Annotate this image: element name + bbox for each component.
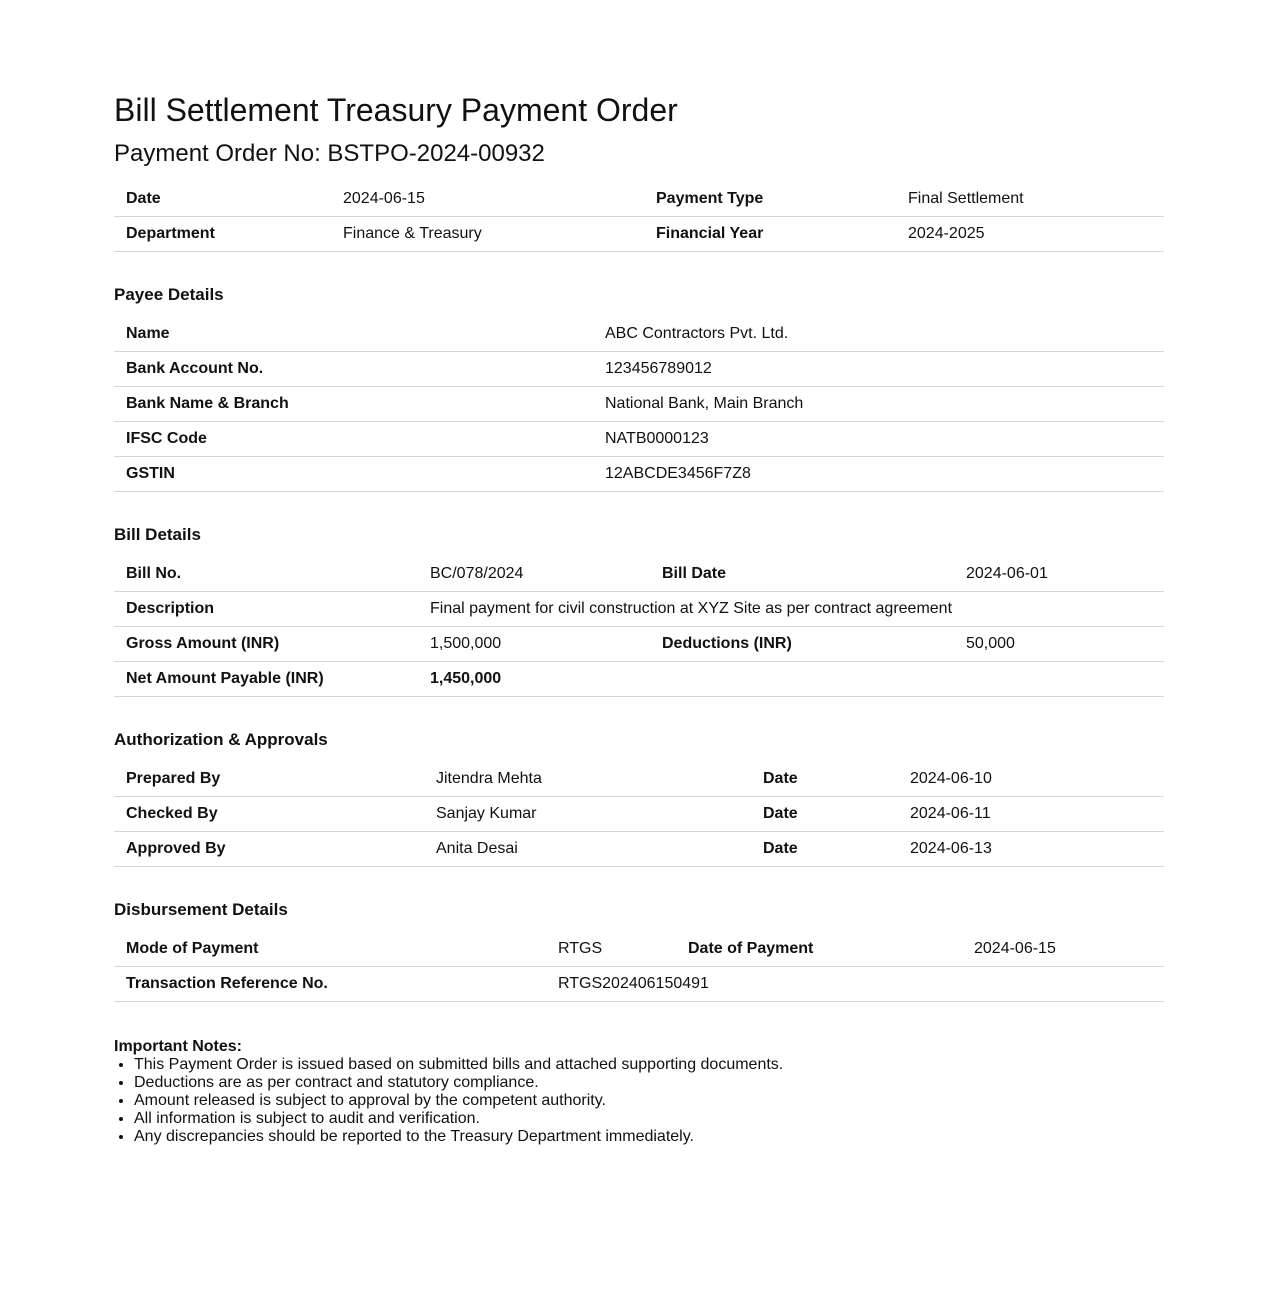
- bill-date-label: Bill Date: [650, 557, 954, 592]
- table-row: [114, 557, 1164, 592]
- gross-amount-value: 1,500,000: [418, 627, 650, 662]
- table-row: [114, 762, 1164, 797]
- empty-cell: [954, 662, 1164, 697]
- approval-date-value: 2024-06-10: [898, 762, 1164, 797]
- payment-date-value: 2024-06-15: [962, 932, 1164, 967]
- payee-label: Bank Account No.: [114, 352, 593, 387]
- department-value: Finance & Treasury: [331, 217, 644, 252]
- approvals-section-title: Authorization & Approvals: [114, 730, 328, 749]
- financial-year-value: 2024-2025: [896, 217, 1164, 252]
- approval-role-label: Checked By: [114, 797, 424, 832]
- table-row: [114, 317, 1164, 352]
- transaction-ref-label: Transaction Reference No.: [114, 967, 546, 1002]
- payee-label: GSTIN: [114, 457, 593, 492]
- deductions-label: Deductions (INR): [650, 627, 954, 662]
- net-amount-value: 1,450,000: [418, 662, 650, 697]
- approval-date-value: 2024-06-13: [898, 832, 1164, 867]
- approval-date-value: 2024-06-11: [898, 797, 1164, 832]
- payee-value: 12ABCDE3456F7Z8: [593, 457, 1164, 492]
- list-item: • Amount released is subject to approval by the competent authority.: [134, 1092, 1164, 1110]
- table-row: [114, 627, 1164, 662]
- table-row: [114, 352, 1164, 387]
- payee-label: Name: [114, 317, 593, 352]
- payment-type-value: Final Settlement: [896, 182, 1164, 217]
- payment-mode-label: Mode of Payment: [114, 932, 546, 967]
- table-row: [114, 217, 1164, 252]
- table-row: [114, 387, 1164, 422]
- important-notes: [114, 1038, 1164, 1146]
- net-amount-label: Net Amount Payable (INR): [114, 662, 418, 697]
- approval-date-label: Date: [751, 797, 898, 832]
- notes-list: [114, 1056, 1164, 1146]
- deductions-value: 50,000: [954, 627, 1164, 662]
- bill-no-label: Bill No.: [114, 557, 418, 592]
- payment-date-label: Date of Payment: [676, 932, 962, 967]
- list-item: • This Payment Order is issued based on submitted bills and attached supporting documents.: [134, 1056, 1164, 1074]
- payment-type-label: Payment Type: [644, 182, 896, 217]
- document-title: Bill Settlement Treasury Payment Order: [114, 92, 678, 128]
- date-value: 2024-06-15: [331, 182, 644, 217]
- disbursement-table: [114, 932, 1164, 1002]
- description-label: Description: [114, 592, 418, 627]
- table-row: [114, 967, 1164, 1002]
- table-row: [114, 832, 1164, 867]
- bill-date-value: 2024-06-01: [954, 557, 1164, 592]
- date-label: Date: [114, 182, 331, 217]
- approver-name: Anita Desai: [424, 832, 751, 867]
- approvals-table: [114, 762, 1164, 867]
- bill-section-title: Bill Details: [114, 525, 201, 544]
- list-item: • Deductions are as per contract and statutory compliance.: [134, 1074, 1164, 1092]
- empty-cell: [650, 662, 954, 697]
- payee-value: NATB0000123: [593, 422, 1164, 457]
- approval-role-label: Prepared By: [114, 762, 424, 797]
- bill-table: [114, 557, 1164, 697]
- table-row: [114, 457, 1164, 492]
- payment-order-number: Payment Order No: BSTPO-2024-00932: [114, 140, 545, 167]
- table-row: [114, 797, 1164, 832]
- description-value: Final payment for civil construction at XYZ Site as per contract agreement: [418, 592, 1164, 627]
- approval-date-label: Date: [751, 832, 898, 867]
- approval-role-label: Approved By: [114, 832, 424, 867]
- approver-name: Sanjay Kumar: [424, 797, 751, 832]
- list-item: • Any discrepancies should be reported to the Treasury Department immediately.: [134, 1128, 1164, 1146]
- table-row: [114, 422, 1164, 457]
- payee-value: National Bank, Main Branch: [593, 387, 1164, 422]
- notes-title: Important Notes:: [114, 1038, 242, 1055]
- department-label: Department: [114, 217, 331, 252]
- bill-no-value: BC/078/2024: [418, 557, 650, 592]
- payee-value: 123456789012: [593, 352, 1164, 387]
- table-row: [114, 932, 1164, 967]
- payment-mode-value: RTGS: [546, 932, 676, 967]
- financial-year-label: Financial Year: [644, 217, 896, 252]
- payee-label: IFSC Code: [114, 422, 593, 457]
- header-info-table: [114, 182, 1164, 252]
- disbursement-section-title: Disbursement Details: [114, 900, 288, 919]
- payee-value: ABC Contractors Pvt. Ltd.: [593, 317, 1164, 352]
- payee-label: Bank Name & Branch: [114, 387, 593, 422]
- payee-section-title: Payee Details: [114, 285, 224, 304]
- table-row: [114, 662, 1164, 697]
- approver-name: Jitendra Mehta: [424, 762, 751, 797]
- transaction-ref-value: RTGS202406150491: [546, 967, 1164, 1002]
- list-item: • All information is subject to audit and verification.: [134, 1110, 1164, 1128]
- gross-amount-label: Gross Amount (INR): [114, 627, 418, 662]
- payee-table: [114, 317, 1164, 492]
- table-row: [114, 182, 1164, 217]
- approval-date-label: Date: [751, 762, 898, 797]
- table-row: [114, 592, 1164, 627]
